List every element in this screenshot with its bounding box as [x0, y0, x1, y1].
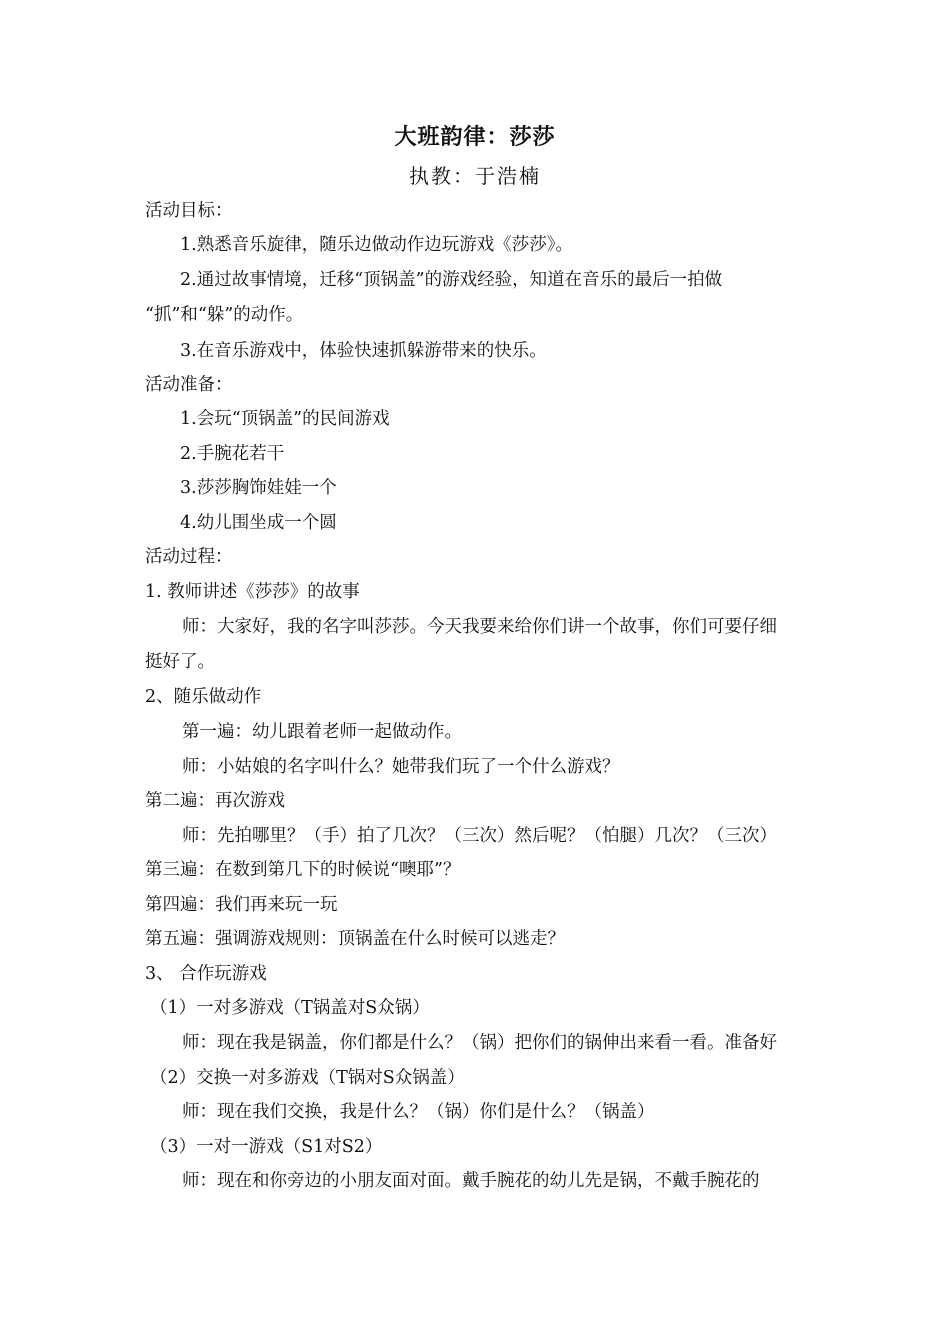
prep-item-4: 4.幼儿围坐成一个圆 — [180, 513, 337, 533]
game-2-text: 师：现在我们交换，我是什么？（锅）你们是什么？（锅盖） — [182, 1102, 655, 1122]
step-2-heading: 2、随乐做动作 — [145, 687, 262, 707]
pass-5: 第五遍：强调游戏规则：顶锅盖在什么时候可以逃走？ — [145, 929, 565, 949]
pass-2: 第二遍：再次游戏 — [145, 791, 285, 811]
goal-item-2-continued: “抓”和“躲”的动作。 — [145, 305, 304, 325]
goal-item-3: 3.在音乐游戏中，体验快速抓躲游带来的快乐。 — [180, 341, 547, 361]
document-title: 大班韵律：莎莎 — [394, 125, 556, 150]
pass-2-question: 师：先拍哪里？（手）拍了几次？（三次）然后呢？（怕腿）几次？（三次） — [182, 826, 777, 846]
goal-item-2: 2.通过故事情境，迁移“顶锅盖”的游戏经验，知道在音乐的最后一拍做 — [180, 270, 723, 290]
game-3-heading: （3）一对一游戏（S1对S2） — [150, 1137, 383, 1157]
game-1-heading: （1）一对多游戏（T锅盖对S众锅） — [150, 998, 430, 1018]
pass-4: 第四遍：我们再来玩一玩 — [145, 895, 338, 915]
game-3-text: 师：现在和你旁边的小朋友面对面。戴手腕花的幼儿先是锅，不戴手腕花的 — [182, 1171, 760, 1191]
step-1-text-continued: 挺好了。 — [145, 652, 215, 672]
prep-item-2: 2.手腕花若干 — [180, 444, 285, 464]
pass-1: 第一遍：幼儿跟着老师一起做动作。 — [182, 722, 462, 742]
pass-3: 第三遍：在数到第几下的时候说“噢耶”？ — [145, 860, 461, 880]
game-2-heading: （2）交换一对多游戏（T锅对S众锅盖） — [150, 1068, 465, 1088]
teacher-line: 执教：于浩楠 — [409, 164, 541, 188]
prep-heading: 活动准备： — [145, 375, 233, 395]
prep-item-1: 1.会玩“顶锅盖”的民间游戏 — [180, 409, 390, 429]
step-1-text: 师：大家好，我的名字叫莎莎。今天我要来给你们讲一个故事，你们可要仔细 — [182, 617, 777, 637]
pass-1-question: 师：小姑娘的名字叫什么？她带我们玩了一个什么游戏？ — [182, 757, 620, 777]
goal-item-1: 1.熟悉音乐旋律，随乐边做动作边玩游戏《莎莎》。 — [180, 235, 573, 255]
process-heading: 活动过程： — [145, 547, 233, 567]
goals-heading: 活动目标： — [145, 201, 233, 221]
step-1-heading: 1. 教师讲述《莎莎》的故事 — [145, 582, 360, 602]
step-3-heading: 3、 合作玩游戏 — [145, 964, 267, 984]
game-1-text: 师：现在我是锅盖，你们都是什么？（锅）把你们的锅伸出来看一看。准备好 — [182, 1033, 777, 1053]
prep-item-3: 3.莎莎胸饰娃娃一个 — [180, 478, 337, 498]
